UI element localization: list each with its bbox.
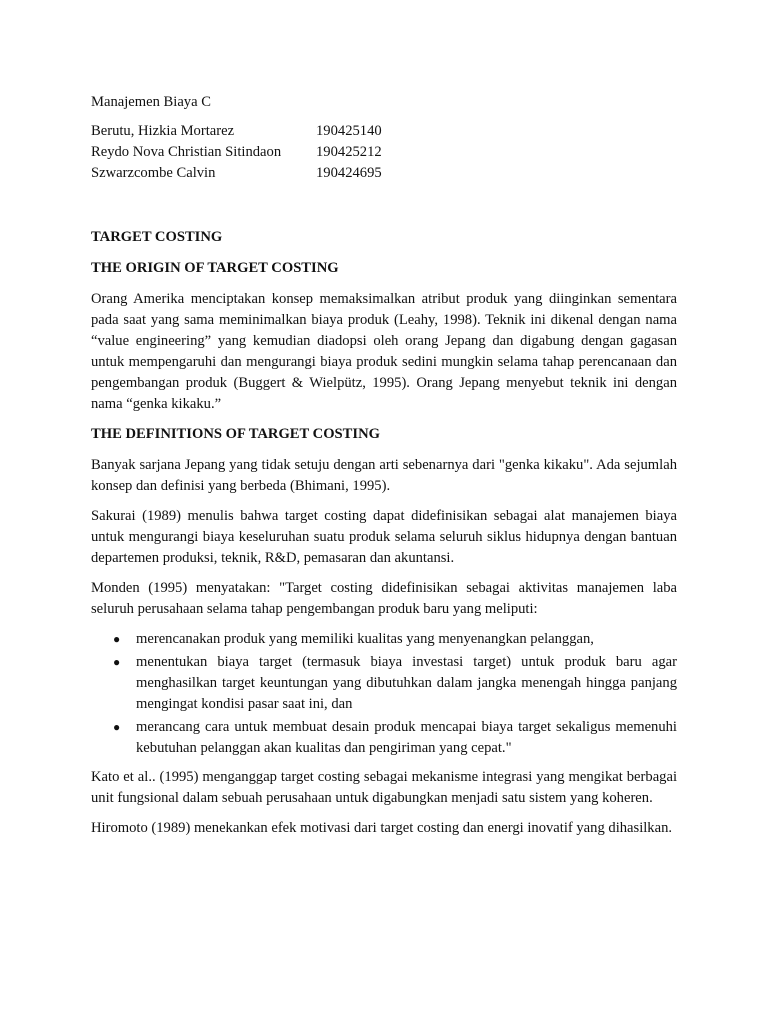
list-item-text: menentukan biaya target (termasuk biaya investasi target) untuk produk baru agar menghasilkan target keuntungan yang dibutuhkan dalam jangka menengah hingga panjang mengingat kondisi pasar saat ini, dan [136,654,677,712]
section-heading-definitions: THE DEFINITIONS OF TARGET COSTING [91,426,380,442]
list-item [91,629,677,650]
member-id: 190425212 [316,144,382,160]
section-heading-origin: THE ORIGIN OF TARGET COSTING [91,260,339,276]
list-item [91,652,677,715]
list-item-text: merancang cara untuk membuat desain produk mencapai biaya target sekaligus memenuhi kebutuhan pelanggan akan kualitas dan pengiriman yang cepat." [136,719,677,756]
member-name: Reydo Nova Christian Sitindaon [91,144,282,160]
course-title: Manajemen Biaya C [91,94,211,110]
member-id: 190424695 [316,165,382,181]
bullet-list [91,629,677,759]
member-name: Berutu, Hizkia Mortarez [91,123,235,139]
member-row [91,142,677,163]
member-row [91,121,677,142]
list-item [91,717,677,759]
paragraph-kato: Kato et al.. (1995) menganggap target costing sebagai mekanisme integrasi yang mengikat berbagai unit fungsional dalam sebuah perusahaan untuk digabungkan menjadi satu sistem yang koheren. [91,769,677,806]
bullet-icon: ● [113,720,121,734]
member-list [91,121,677,184]
paragraph-monden: Monden (1995) menyatakan: "Target costing didefinisikan sebagai aktivitas manajemen laba seluruh perusahaan selama tahap pengembangan produk baru yang meliputi: [91,580,677,617]
member-name: Szwarzcombe Calvin [91,165,216,181]
bullet-icon: ● [113,655,121,669]
document-title: TARGET COSTING [91,229,223,245]
list-item-text: merencanakan produk yang memiliki kualitas yang menyenangkan pelanggan, [136,631,594,647]
member-row [91,163,677,184]
paragraph-bhimani: Banyak sarjana Jepang yang tidak setuju dengan arti sebenarnya dari "genka kikaku". Ada sejumlah konsep dan definisi yang berbeda (Bhimani, 1995). [91,457,677,494]
document-page [91,92,677,848]
bullet-icon: ● [113,632,121,646]
member-id: 190425140 [316,123,382,139]
paragraph-hiromoto: Hiromoto (1989) menekankan efek motivasi dari target costing dan energi inovatif yang dihasilkan. [91,820,673,836]
paragraph-sakurai: Sakurai (1989) menulis bahwa target costing dapat didefinisikan sebagai alat manajemen biaya untuk mengurangi biaya keseluruhan suatu produk selama seluruh siklus hidupnya dengan bantuan departemen produksi, teknik, R&D, pemasaran dan akuntansi. [91,508,677,566]
paragraph-origin: Orang Amerika menciptakan konsep memaksimalkan atribut produk yang diinginkan sementara pada saat yang sama meminimalkan biaya produk (Leahy, 1998). Teknik ini dikenal dengan nama “value engineering” yang kemudian diadopsi oleh orang Jepang dan digabung dengan gagasan untuk mempengaruhi dan mengurangi biaya produk sedini mungkin selama tahap perencanaan dan pengembangan produk (Buggert & Wielpütz, 1995). Orang Jepang menyebut teknik ini dengan nama “genka kikaku.” [91,291,677,412]
